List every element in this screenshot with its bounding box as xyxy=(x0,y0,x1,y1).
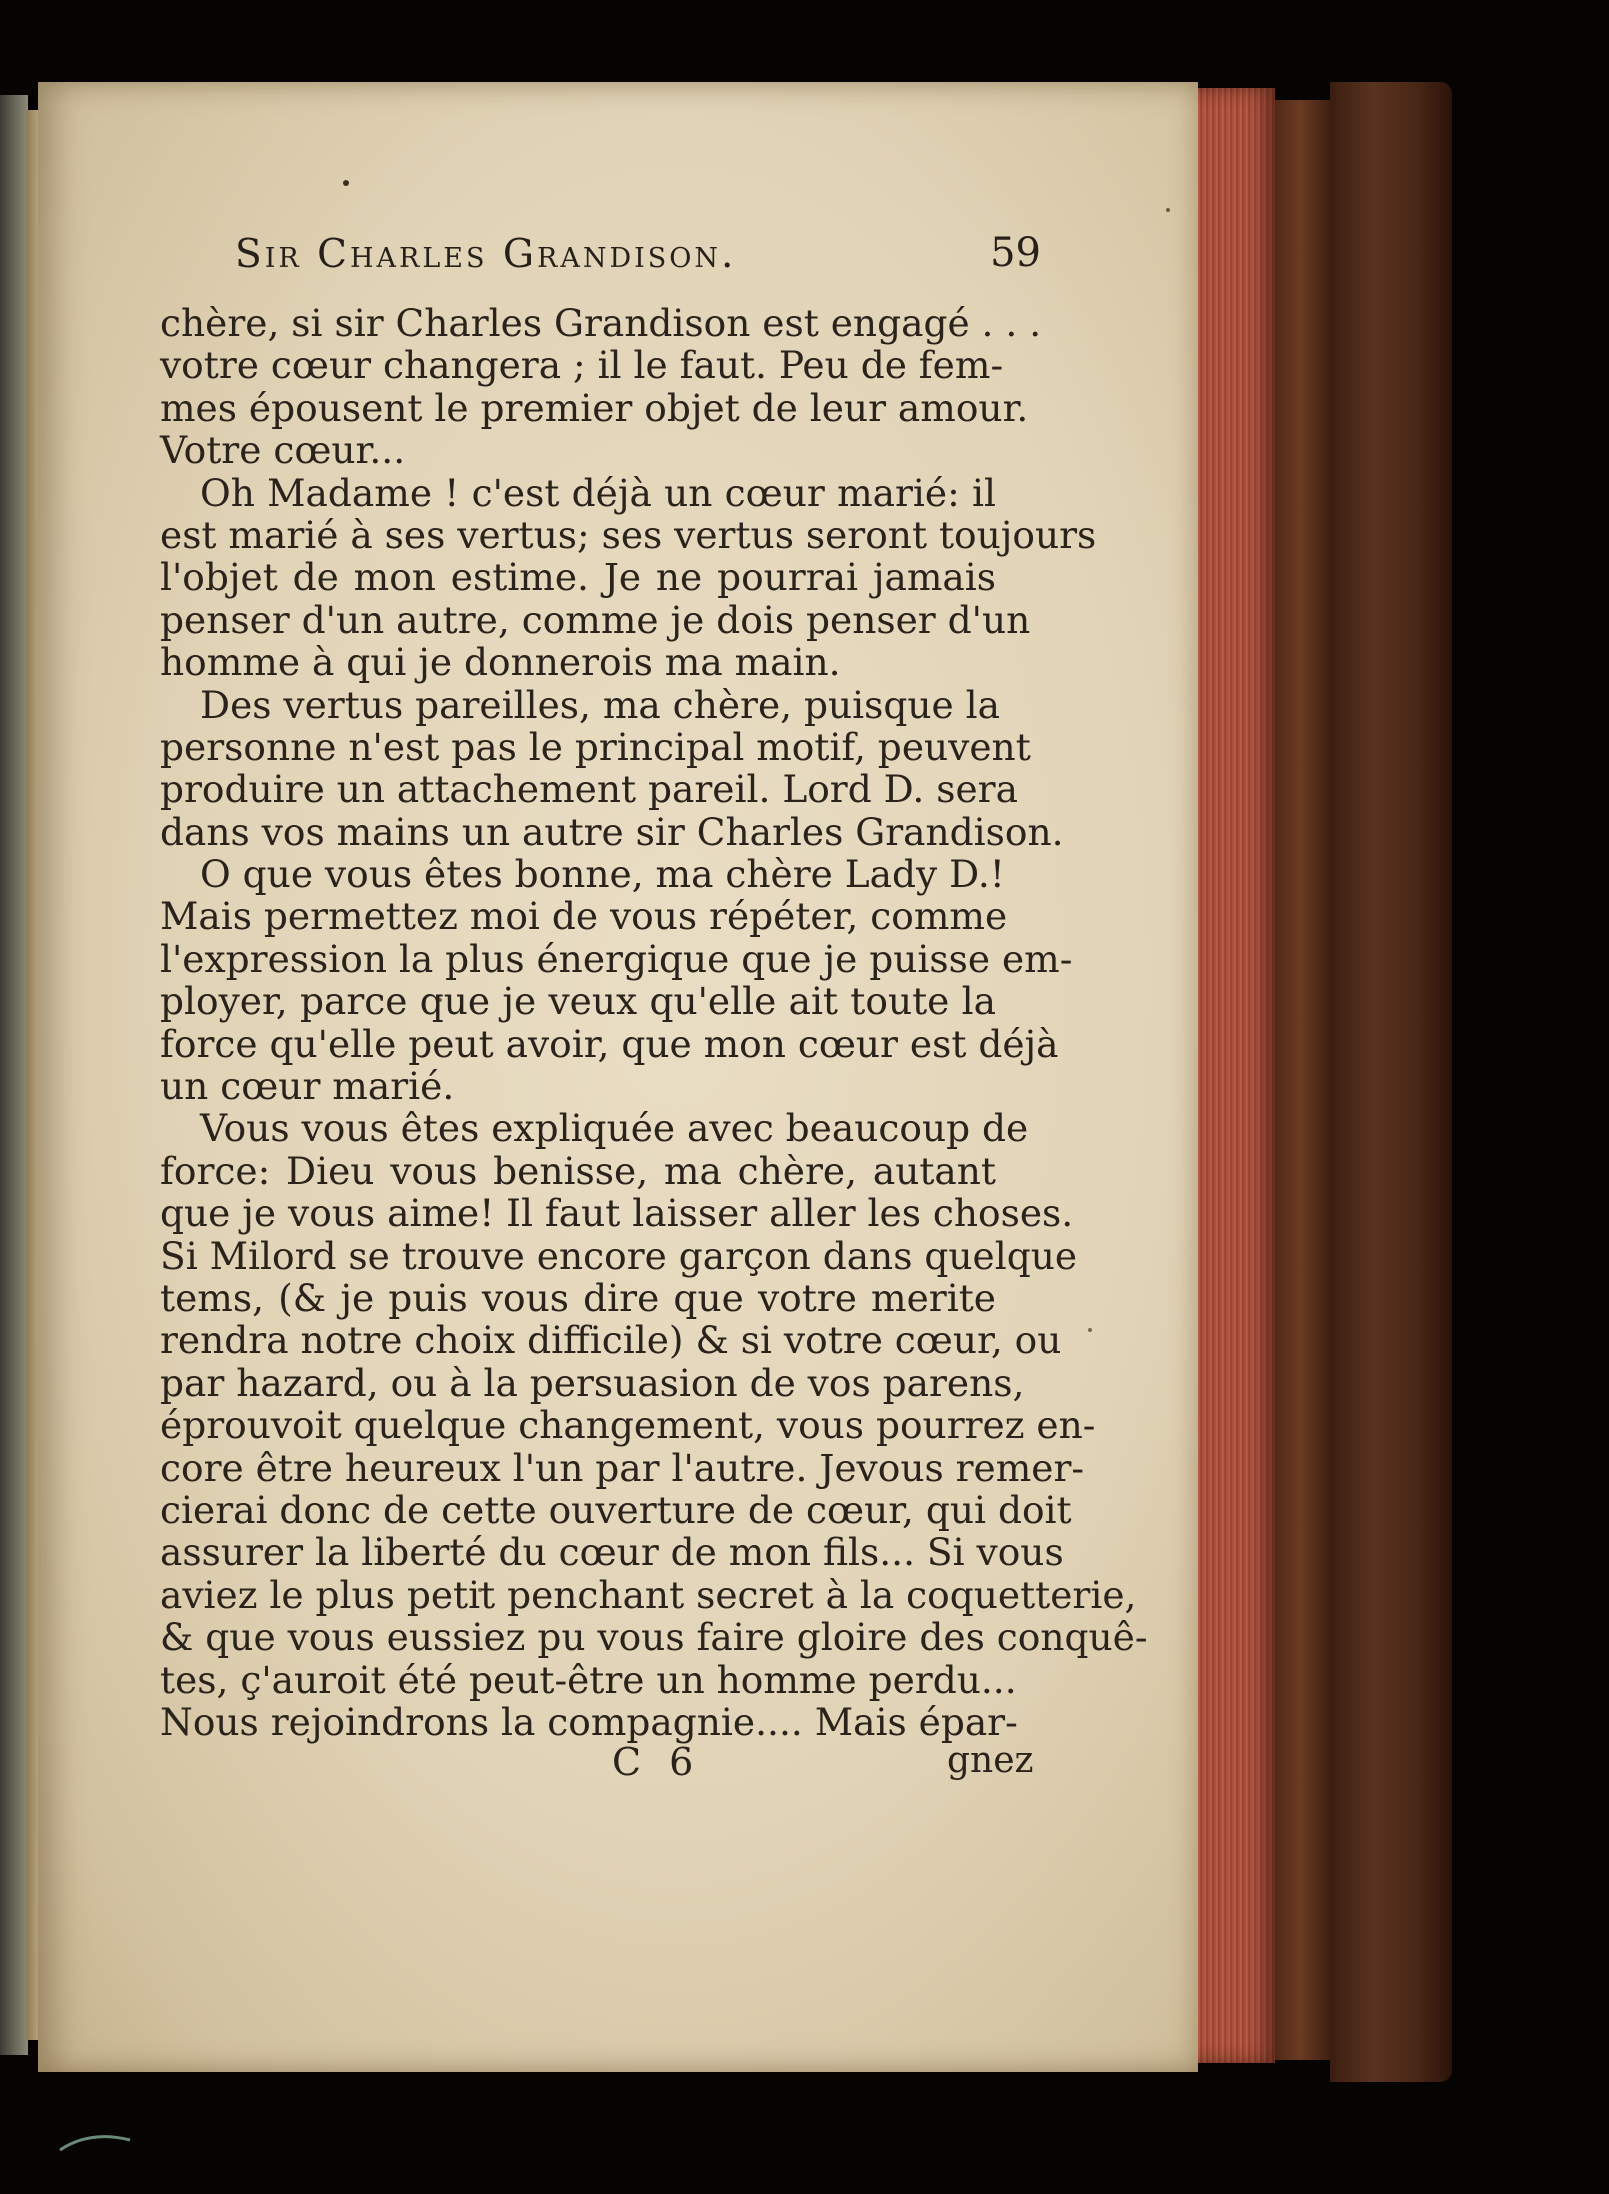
text-line: produire un attachement pareil. Lord D. sera xyxy=(160,767,1018,812)
text-line: homme à qui je donnerois ma main. xyxy=(160,640,841,685)
running-head xyxy=(235,230,1041,288)
text-line: tes, ç'auroit été peut-être un homme perdu... xyxy=(160,1657,1017,1702)
text-line: dans vos mains un autre sir Charles Grandison. xyxy=(160,809,1064,854)
text-line: l'objet de mon estime. Je ne pourrai jamais xyxy=(160,555,996,600)
text-line: rendra notre choix difficile) & si votre cœur, ou xyxy=(160,1318,1062,1363)
text-line: par hazard, ou à la persuasion de vos parens, xyxy=(160,1360,1025,1405)
text-line: mes épousent le premier objet de leur amour. xyxy=(160,385,1029,430)
text-line: chère, si sir Charles Grandison est engagé . . . xyxy=(160,301,1042,345)
text-line: penser d'un autre, comme je dois penser d'un xyxy=(160,597,1031,642)
text-line: Votre cœur... xyxy=(160,428,406,473)
text-line: & que vous eussiez pu vous faire gloire des conquê- xyxy=(160,1615,1148,1660)
text-line: est marié à ses vertus; ses vertus seront toujours xyxy=(160,512,1097,557)
body-text xyxy=(160,301,1148,1744)
text-line: l'expression la plus énergique que je puisse em- xyxy=(160,936,1073,981)
catchword: gnez xyxy=(947,1740,1034,1781)
text-line: O que vous êtes bonne, ma chère Lady D.! xyxy=(200,852,1005,897)
text-line: personne n'est pas le principal motif, peuvent xyxy=(160,724,1031,769)
text-line: Des vertus pareilles, ma chère, puisque la xyxy=(200,682,1001,727)
text-line: que je vous aime! Il faut laisser aller les choses. xyxy=(160,1191,1074,1236)
text-line: ployer, parce que je veux qu'elle ait toute la xyxy=(160,979,996,1024)
text-line: force qu'elle peut avoir, que mon cœur est déjà xyxy=(160,1021,1059,1066)
text-line: Si Milord se trouve encore garçon dans quelque xyxy=(160,1233,1078,1278)
text-line: core être heureux l'un par l'autre. Jevous remer- xyxy=(160,1445,1085,1490)
signature-mark: C 6 xyxy=(612,1740,702,1784)
text-line: Mais permettez moi de vous répéter, comme xyxy=(160,894,1008,939)
text-line: assurer la liberté du cœur de mon fils... Si vous xyxy=(160,1530,1064,1575)
text-line: Nous rejoindrons la compagnie.... Mais épar- xyxy=(160,1699,1018,1744)
text-line: aviez le plus petit penchant secret à la coquetterie, xyxy=(160,1572,1137,1617)
text-line: un cœur marié. xyxy=(160,1064,455,1109)
text-line: Vous vous êtes expliquée avec beaucoup de xyxy=(200,1106,1029,1151)
text-line: éprouvoit quelque changement, vous pourrez en- xyxy=(160,1403,1096,1448)
text-line: votre cœur changera ; il le faut. Peu de fem- xyxy=(160,343,1004,388)
page-number: 59 xyxy=(990,230,1041,276)
text-line: Oh Madame ! c'est déjà un cœur marié: il xyxy=(200,470,996,515)
text-line: cierai donc de cette ouverture de cœur, qui doit xyxy=(160,1487,1072,1532)
text-line: tems, (& je puis vous dire que votre merite xyxy=(160,1275,996,1320)
text-line: force: Dieu vous benisse, ma chère, autant xyxy=(160,1148,996,1193)
running-title: Sir Charles Grandison. xyxy=(235,232,737,277)
